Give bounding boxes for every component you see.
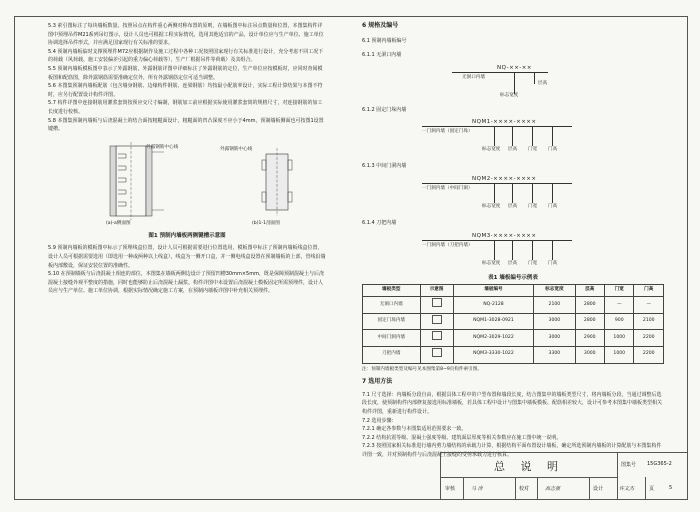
code-1-text: NQ-××-×× [497,64,532,71]
para-5-8: 5.8 本图集预制内墙板与后浇混凝土的结合面按粗糙面设计，粗糙面的凹凸深度不应小于4mm，预制墙板侧面也可按图1设置键槽。 [48,117,324,133]
table-cell: 固定门垛内墙 [363,313,421,330]
table-cell: 1000 [605,346,634,363]
table-cell: 2100 [534,297,575,314]
table-cell-diagram [420,313,453,330]
table-cell: 2900 [575,330,604,347]
code-2-label-4: 门高 [548,147,558,153]
code-4-text: NQM3-××××-×××× [472,232,537,239]
code-2-label-3: 门宽 [528,147,538,153]
drawing-title: 总 说 明 [494,460,564,473]
para-5-5: 5.5 预制内墙板模板图中表示了外露钢筋，外露钢筋详图中详细标注了外露钢筋的定位，生产单位应按模板时，应同时查阅模板图和配筋图，除外露钢筋需要准确定位外，所有外露钢筋定位可适当调整。 [48,65,323,81]
table-cell: 2200 [634,346,664,363]
code-2-label-2: 层高 [508,147,518,153]
code-4-label-2: 层高 [508,260,518,266]
fig1-subcaption-a: (a)-a侧面图 [106,220,131,226]
para-5-3: 5.3 索引图标注了每块墙板数量、按照吊点在构件重心两侧对称布置的原则，在墙板图中标注吊点数量和位置，本图集构件详图中预埋吊件M21系列吊钉图示，设计人员也可根据工程实际情况，选用其他适宜的产品，设计单位应与生产单位、施工单位协调选择吊件形式，并应满足国家现行有关标准的要求。 [48,23,324,47]
title-block-main [441,453,618,478]
fig1-label-a: 外露钢筋中心线 [146,144,179,150]
code-3-label-3: 门宽 [528,203,538,209]
para-5-9: 5.9 预制内墙板的模板图中标示了预埋线盒位置，设计人员可根据需要进行位置选用，模板图中标注了预制内墙板线盒位置，设计人员可根据需要选用（即选用一种或两种以上线盒），线盒为一侧开口盒，并一侧电线盒设置在预制墙板的上部，管线沿墙板内部敷设，保证安装位置的准确性。 [48,245,326,269]
code-2-text: NQM1-××××-×××× [472,119,537,126]
sub-6-1: 6.1 预制内墙板编号 [362,37,407,44]
review-label: 审核 [445,486,456,492]
atlas-number: 15G365-2 [647,461,672,467]
design-name: 许文杰 [619,486,635,492]
table-header-row [363,285,664,297]
para-7-2-1: 7.2.1 确定各参数与本图集适用范围要求一致。 [362,426,467,433]
para-7-2: 7.2 选用步骤： [362,417,397,424]
para-5-4: 5.4 预制内墙板临时支撑预埋件M72应根据制作及施工过程中各种工况按照国家现行有关标准进行设计，充分考虑不同工况下的荷载（风荷载、施工安装偏差引起的重力偏心荷载等），生产厂根据吊件等荷载）及其组合。 [48,48,324,64]
sub-6-1-1: 6.1.1 无洞口内墙 [362,52,402,59]
table-1-note: 注：预制内墙板类型及编号见本图集第8~9页构件索引图。 [362,366,482,372]
wall-no-opening-icon [432,298,442,307]
title-block-signature-row [441,477,687,499]
table-cell: 2800 [575,313,604,330]
para-7-1: 7.1 尺寸选择：内墙板分段自由，根据具体工程中的户型布置和墙段长度，结合图集中的墙板类型尺寸，将内墙板分段，当通过调整后选段长度，使预制构件内部修复接选用标准墙板，若具体工程中设计与图集中墙板模板、配筋相差较大，设计可参考本图集中墙板类型相关构件详图，重新进行构件设计。 [362,391,663,415]
figure-1 [48,140,326,228]
code-3-label-0: 一门洞内墙（中间门洞） [422,185,473,191]
table-cell: 3000 [575,346,604,363]
table-cell: — [605,297,634,314]
fig1-label-b: 外露钢筋中心线 [220,146,253,152]
para-7-2-2: 7.2.2 结构抗震等级、混凝土强度等级、建筑面层厚度等相关参数应在施工图中统一说明。 [362,434,562,441]
code-4-label-0: 一门洞内墙（刀把内墙） [422,242,473,248]
page-label: 页 [649,486,655,492]
table-header-cell: 门高 [634,285,664,297]
figure-1-caption: 图1 预制内墙板两侧键槽示意图 [148,232,226,239]
table-cell: 2200 [634,330,664,347]
fig1-subcaption-b: (b)1-1剖面图 [252,220,280,226]
code-diagram-4 [362,232,664,270]
code-1-label-0: 无洞口内墙 [462,74,485,80]
para-5-10: 5.10 在预制墙板与后浇混凝土相连的部位，本图集在墙板两侧边设计了预留凹槽30mm×5mm，既是保障预制混凝土与后浇混凝土接缝外观平整度的措施，同时也能够防止后浇混凝土漏浆。构件详图中未设置后浇混凝土模板固定所需预埋件，设计人员应与生产单位、施工单位协调，根据实际情况确定施工方案，在预制内墙板详图中补充相关预埋件。 [48,271,324,295]
table-header-cell: 墙板编号 [453,285,534,297]
atlas-label: 图集号 [621,462,637,468]
code-4-label-1: 标志宽度 [482,260,501,266]
table-header-cell: 示意图 [420,285,453,297]
table-cell: NQM2-3029-1022 [453,330,534,347]
code-1-label-1: 层高 [538,80,548,86]
table-cell: NQM3-3330-1022 [453,346,534,363]
wall-middle-door-icon [432,331,442,340]
wall-fixed-door-icon [432,315,442,324]
table-1-title: 表1 墙板编号示例表 [488,274,538,281]
table-row [363,297,664,314]
table-row [363,330,664,347]
check-label: 校对 [519,486,530,492]
table-cell: — [634,297,664,314]
code-diagram-1 [362,64,664,100]
table-cell: NQM1-3028-0921 [453,313,534,330]
wall-knife-door-icon [432,348,442,357]
table-header-cell: 墙板类型 [363,285,421,297]
table-cell: 中间门洞内墙 [363,330,421,347]
para-5-7: 5.7 构件详图中连接钢筋用灌浆套筒按预应交尺寸编制，钢筋加工前应根据实际使用灌浆套筒的规格尺寸，对连接钢筋的加工长度进行校核。 [48,100,323,115]
table-cell: 900 [605,313,634,330]
table-header-cell: 层高 [575,285,604,297]
table-cell: 2100 [634,313,664,330]
section-7-title: 7 选用方法 [362,378,393,386]
table-cell-diagram [420,297,453,314]
figure-1-drawing [48,140,326,228]
table-header-cell: 门宽 [605,285,634,297]
design-label: 设计 [593,486,604,492]
table-cell: NQ-2128 [453,297,534,314]
code-3-label-1: 标志宽度 [482,203,501,209]
table-cell-diagram [420,346,453,363]
sub-6-1-4: 6.1.4 刀把内墙 [362,219,397,226]
sub-6-1-2: 6.1.2 固定门垛内墙 [362,106,407,113]
table-row [363,313,664,330]
title-block [440,452,687,499]
code-2-label-1: 标志宽度 [482,147,501,153]
code-2-label-0: 一门洞内墙（固定门垛） [422,129,473,135]
table-cell: 1000 [605,330,634,347]
table-cell: 3000 [534,313,575,330]
code-3-label-4: 门高 [548,203,558,209]
table-header-cell: 标志宽度 [534,285,575,297]
table-row [363,346,664,363]
page-number: 5 [669,485,673,491]
table-cell: 2800 [575,297,604,314]
code-diagram-3 [362,175,664,213]
code-4-label-3: 门宽 [528,260,538,266]
code-3-text: NQM2-××××-×××× [472,175,537,182]
code-diagram-2 [362,118,664,156]
table-cell: 3000 [534,330,575,347]
section-6-title: 6 规格及编号 [362,22,399,29]
table-cell: 无洞口内墙 [363,297,421,314]
right-column [362,22,664,459]
code-1-label-2: 标志宽度 [500,92,519,98]
table-cell: 3300 [534,346,575,363]
code-4-label-4: 门高 [548,260,558,266]
table-cell: 刀把内墙 [363,346,421,363]
table-1 [362,284,664,363]
left-column [48,22,326,296]
para-7-2-3: 7.2.3 按照国家相关标准进行墙内剪力墙结构的承载力计算，根据结构平面布置设计墙板，确定所选预制内墙板的计算配筋与本图集构件详图一致，并对预制构件与后浇混凝土接缝的受剪承载力进行核算。 [362,443,662,458]
check-name: 高志强 [545,486,561,492]
table-cell-diagram [420,330,453,347]
sub-6-1-3: 6.1.3 中间门洞内墙 [362,163,407,170]
review-name: 马 涛 [471,486,483,492]
para-5-6: 5.6 本图集预制内墙板配筋（包含墙身钢筋、边缘构件钢筋、连梁钢筋）均按最小配筋率设计，实际工程计算结果与本图不符时，应另行配置设计构件详图。 [48,83,323,98]
code-3-label-2: 层高 [508,203,518,209]
